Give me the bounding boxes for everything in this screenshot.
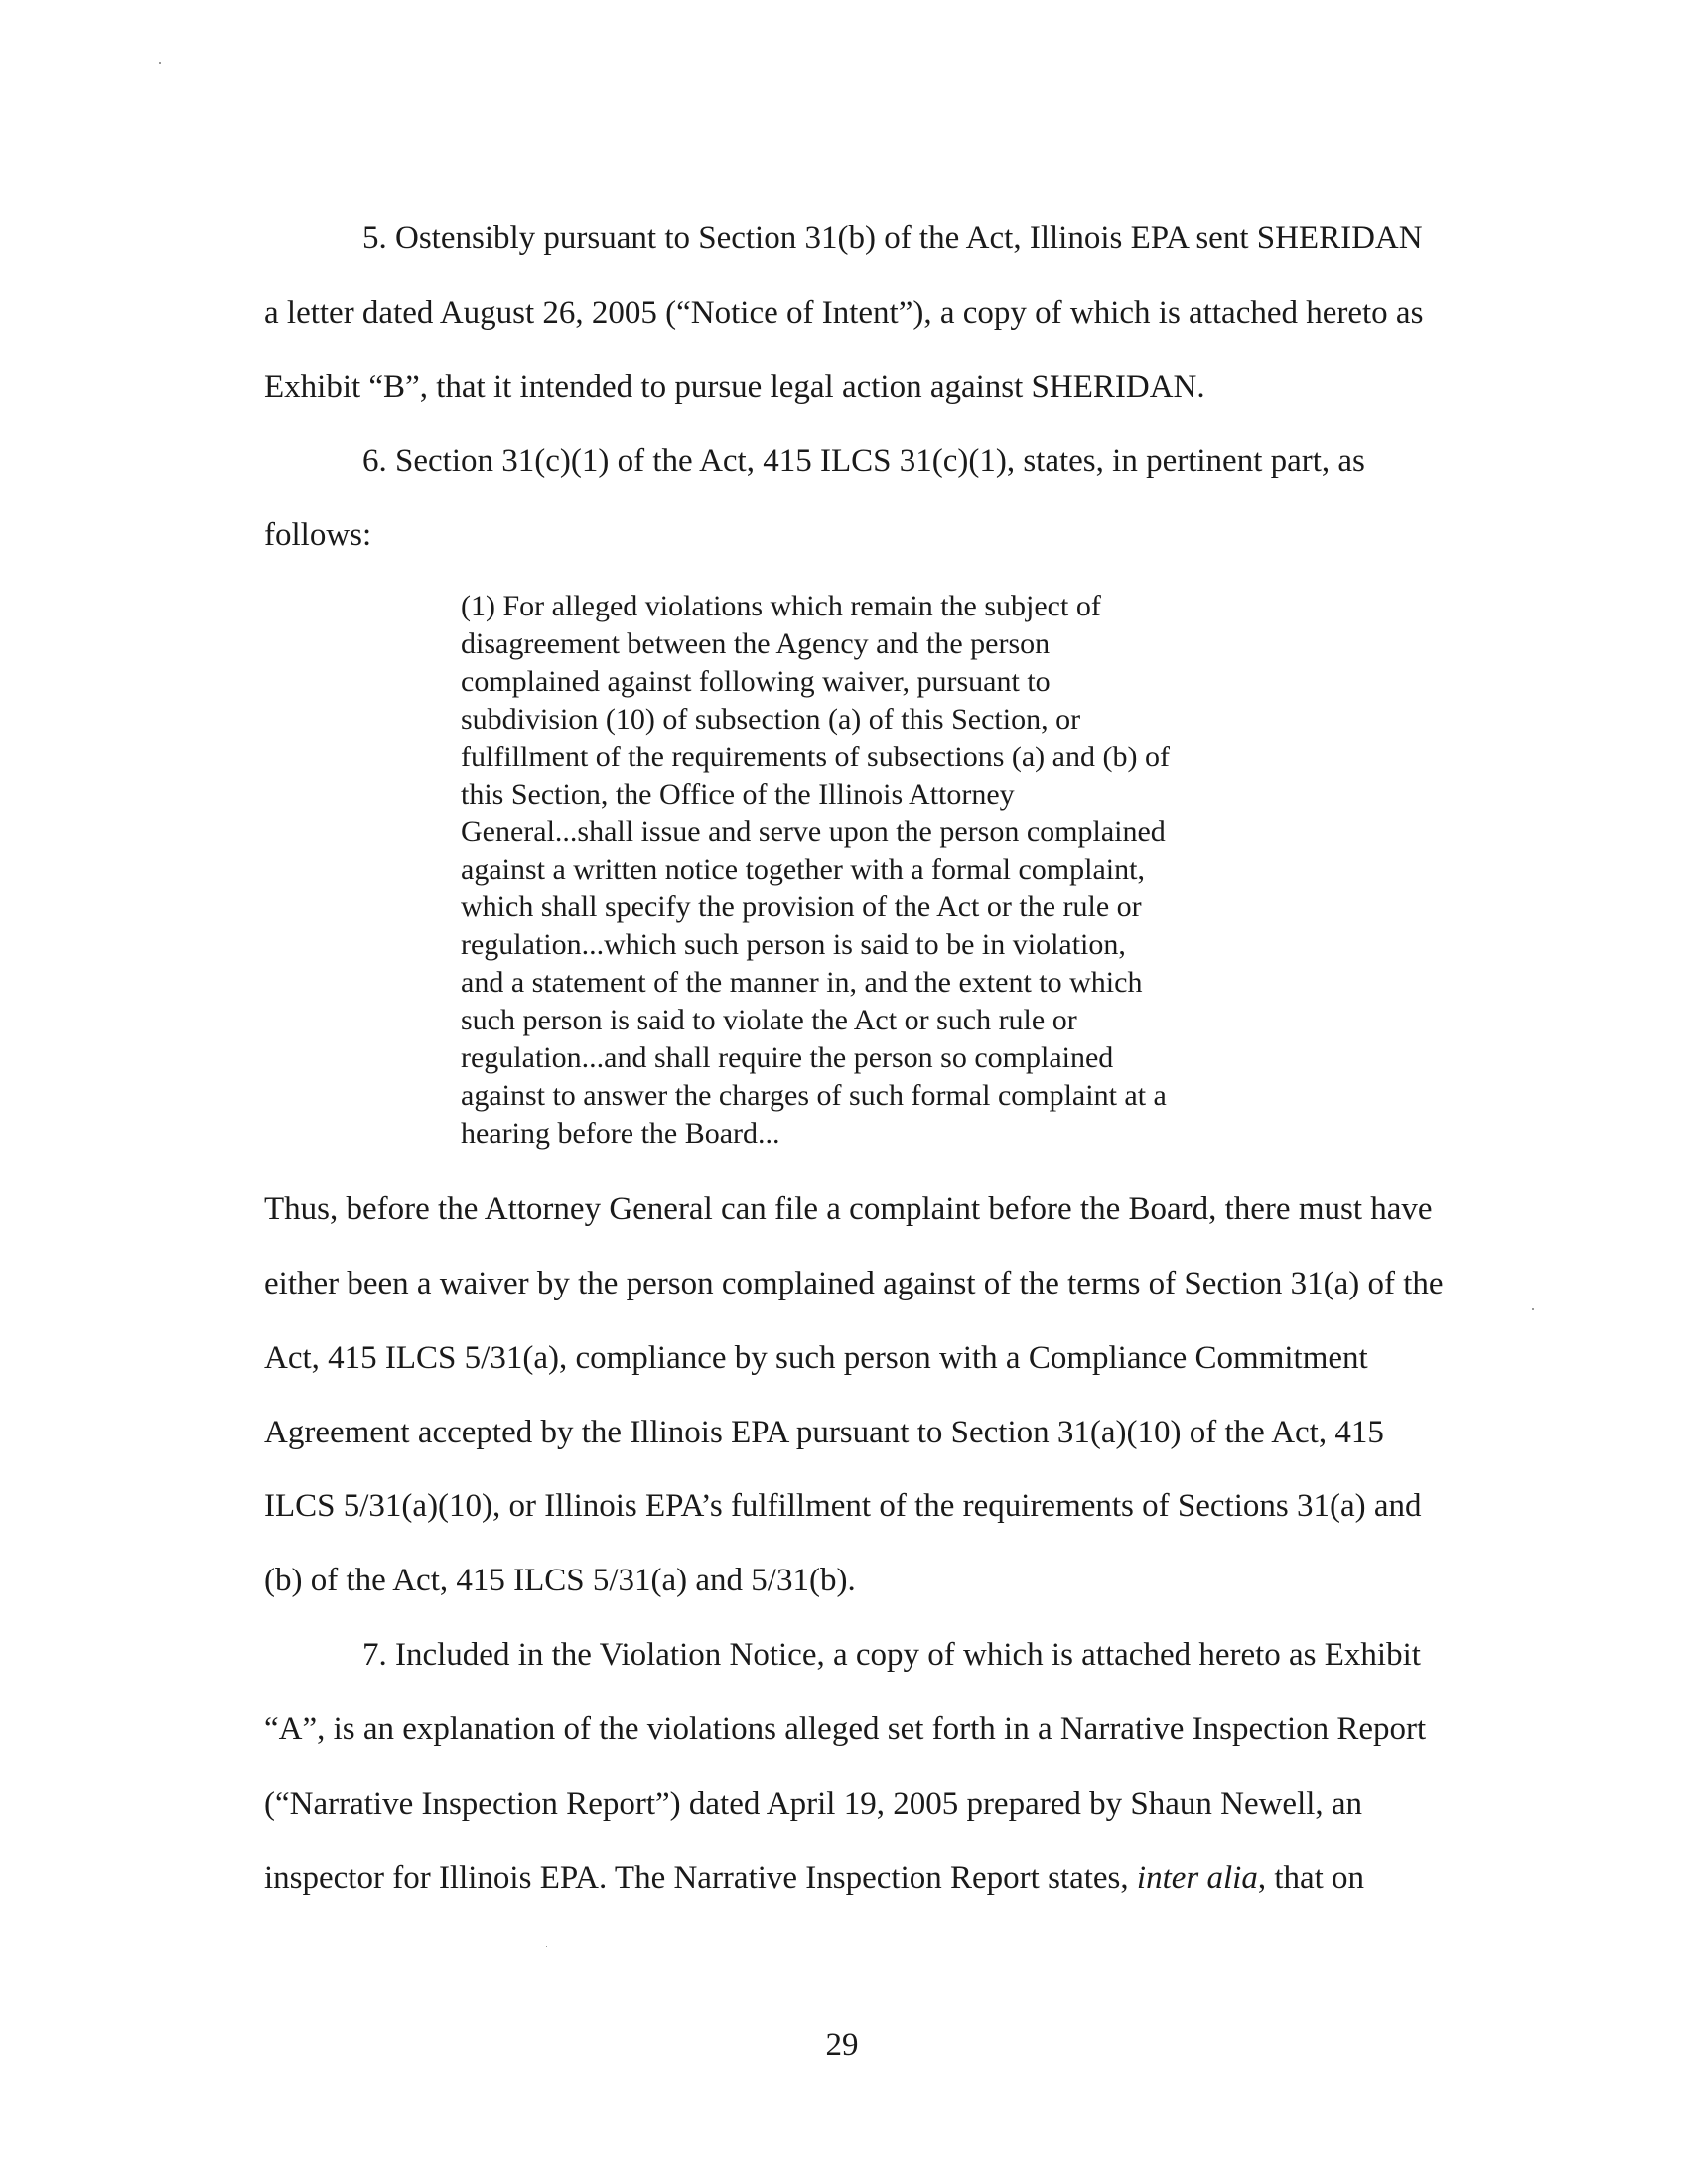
para6-line2: follows: (264, 517, 372, 553)
quote-line: subdivision (10) of subsection (a) of this Section, or (461, 702, 1081, 736)
italic-phrase: inter alia (1136, 1860, 1258, 1896)
para7-line4-start: inspector for Illinois EPA. The Narrative Inspection Report states, (264, 1860, 1137, 1896)
quote-line: regulation...and shall require the person so complained (461, 1040, 1114, 1074)
thus-line3: Act, 415 ILCS 5/31(a), compliance by such person with a Compliance Commitment (264, 1340, 1368, 1376)
para7-line4 (264, 1858, 1364, 1898)
quote-line: against a written notice together with a formal complaint, (461, 853, 1145, 887)
thus-line2: either been a waiver by the person complained against of the terms of Section 31(a) of the (264, 1266, 1444, 1301)
thus-line1: Thus, before the Attorney General can file a complaint before the Board, there must have (264, 1191, 1433, 1227)
quote-line: disagreement between the Agency and the person (461, 626, 1051, 660)
para7-line3: (“Narrative Inspection Report”) dated April 19, 2005 prepared by Shaun Newell, an (264, 1786, 1363, 1822)
thus-line6: (b) of the Act, 415 ILCS 5/31(a) and 5/31(b). (264, 1563, 856, 1598)
para7-line2: “A”, is an explanation of the violations alleged set forth in a Narrative Inspection Report (264, 1711, 1427, 1747)
para5-line3: Exhibit “B”, that it intended to pursue legal action against SHERIDAN. (264, 369, 1205, 405)
quote-line: against to answer the charges of such formal complaint at a (461, 1078, 1167, 1112)
para7-line1: 7. Included in the Violation Notice, a copy of which is attached hereto as Exhibit (362, 1637, 1421, 1673)
para6-line1: 6. Section 31(c)(1) of the Act, 415 ILCS 31(c)(1), states, in pertinent part, as (362, 443, 1365, 478)
quote-line: fulfillment of the requirements of subsections (a) and (b) of (461, 740, 1170, 773)
para5-line2: a letter dated August 26, 2005 (“Notice of Intent”), a copy of which is attached hereto as (264, 295, 1424, 331)
quote-line: and a statement of the manner in, and the extent to which (461, 966, 1143, 1000)
scan-speck (546, 1946, 547, 1947)
quote-line: such person is said to violate the Act or such rule or (461, 1003, 1077, 1036)
para7-line4-end: , that on (1257, 1860, 1365, 1896)
para5-line1: 5. Ostensibly pursuant to Section 31(b) of the Act, Illinois EPA sent SHERIDAN (362, 220, 1423, 256)
quote-line: General...shall issue and serve upon the person complained (461, 815, 1166, 849)
page-number: 29 (825, 2027, 859, 2063)
block-quote (461, 588, 1275, 1153)
quote-line: hearing before the Board... (461, 1116, 780, 1150)
scan-speck (1532, 1308, 1534, 1310)
quote-line: complained against following waiver, pursuant to (461, 664, 1051, 698)
quote-line: (1) For alleged violations which remain the subject of (461, 590, 1101, 622)
scan-speck (159, 62, 161, 64)
quote-line: regulation...which such person is said to be in violation, (461, 928, 1126, 962)
quote-line: this Section, the Office of the Illinois Attorney (461, 777, 1015, 811)
thus-line5: ILCS 5/31(a)(10), or Illinois EPA’s fulfillment of the requirements of Sections 31(a) and (264, 1488, 1422, 1524)
thus-line4: Agreement accepted by the Illinois EPA pursuant to Section 31(a)(10) of the Act, 415 (264, 1415, 1384, 1450)
quote-line: which shall specify the provision of the Act or the rule or (461, 890, 1142, 924)
